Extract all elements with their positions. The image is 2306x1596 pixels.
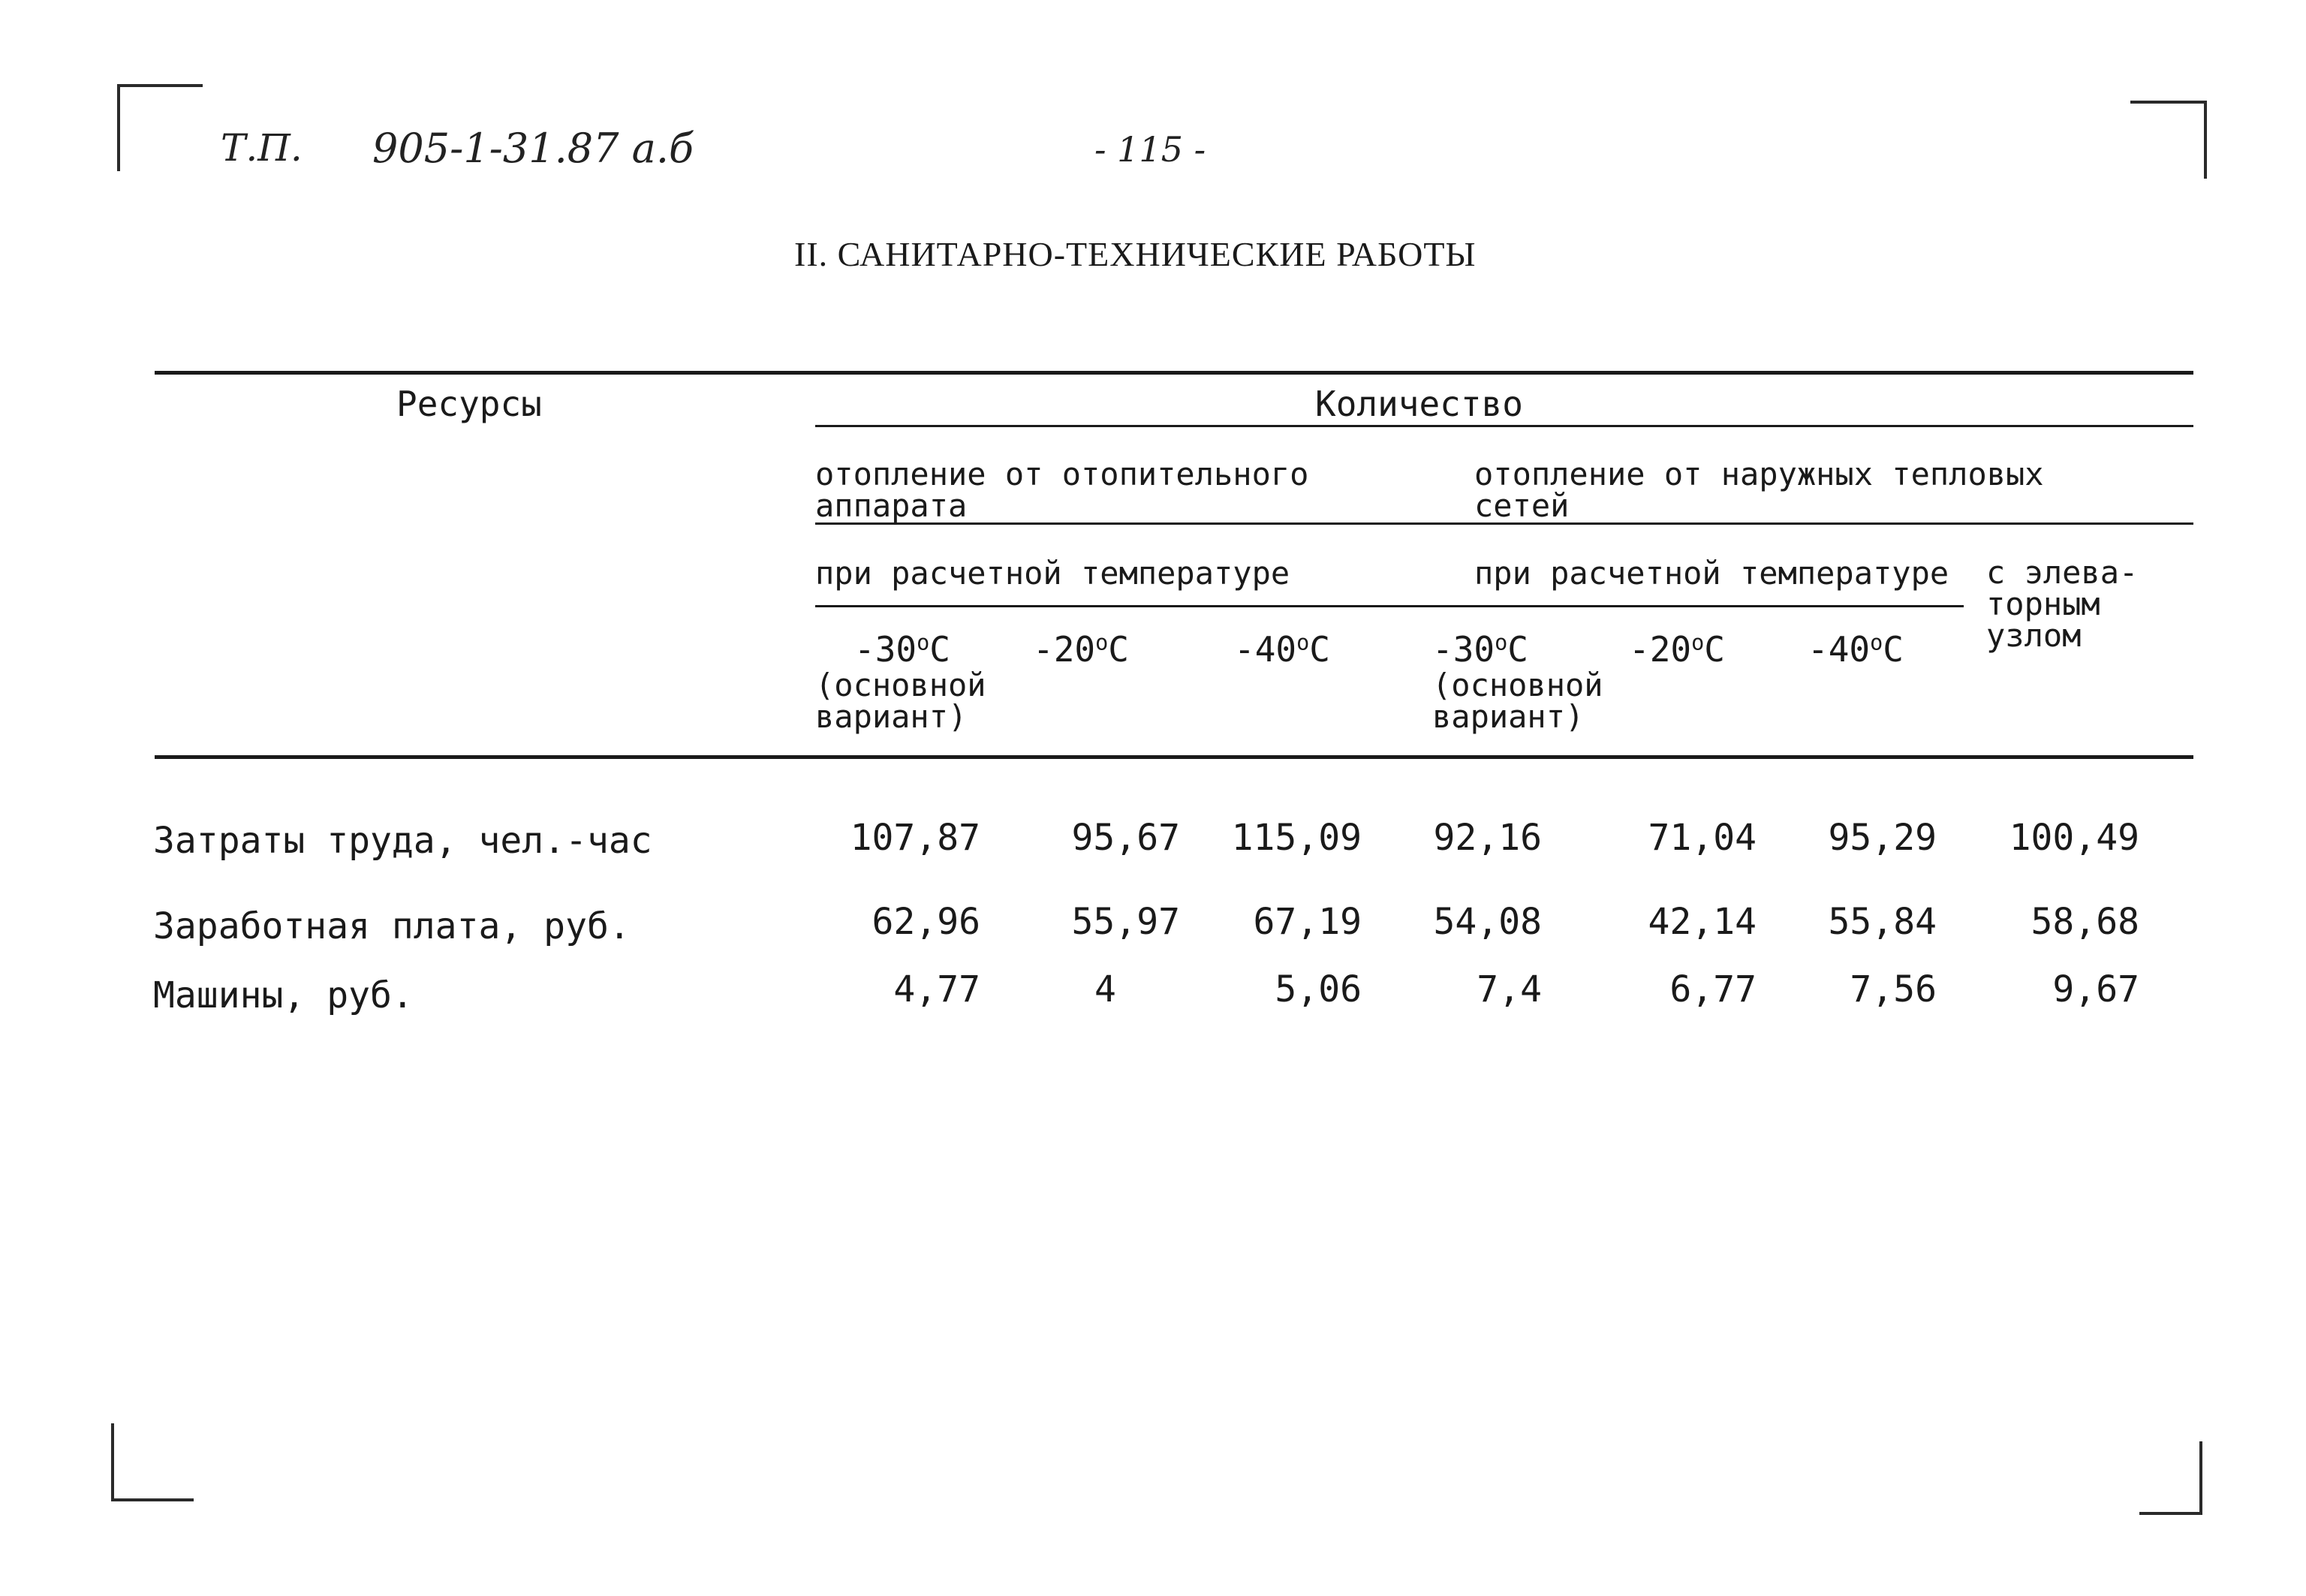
table-cell: 95,29	[1828, 817, 1937, 859]
row-label: Заработная плата, руб.	[153, 905, 631, 947]
temp-column-3	[1234, 629, 1330, 670]
degree-sign: о	[1495, 630, 1508, 655]
temp-value: -30	[1432, 629, 1495, 670]
table-cell: 92,16	[1433, 817, 1542, 859]
table-cell: 55,84	[1828, 901, 1937, 943]
table-cell: 7,56	[1850, 968, 1937, 1010]
temperature-rule	[815, 605, 1964, 607]
group1-label-line2: аппарата	[815, 487, 968, 524]
table-cell: 5,06	[1275, 968, 1362, 1010]
table-cell: 54,08	[1433, 901, 1542, 943]
temp-column-1	[815, 629, 1003, 733]
corner-mark-bottom-left	[111, 1423, 194, 1501]
temp-column-4	[1432, 629, 1603, 733]
table-cell: 58,68	[2031, 901, 2139, 943]
temp-unit: С	[1704, 629, 1725, 670]
temp-column-6	[1808, 629, 1904, 670]
group2-label-line1: отопление от наружных тепловых	[1474, 456, 2044, 492]
table-cell: 100,49	[2009, 817, 2139, 859]
table-top-rule	[155, 371, 2193, 375]
table-cell: 115,09	[1231, 817, 1362, 859]
row-label: Машины, руб.	[153, 974, 414, 1016]
temp-value: -30	[854, 629, 917, 670]
elevator-node-header: с элева- торным узлом	[1986, 554, 2139, 654]
temp-note: (основной вариант)	[1432, 667, 1603, 735]
temp-unit: С	[1309, 629, 1330, 670]
temp-value: -40	[1808, 629, 1871, 670]
temp-unit: С	[929, 629, 950, 670]
degree-sign: о	[1870, 630, 1883, 655]
temp-value: -20	[1629, 629, 1692, 670]
group2-temperature-subheader: при расчетной температуре	[1474, 555, 1949, 592]
group1-temperature-subheader: при расчетной температуре	[815, 555, 1290, 592]
group2-label-line2: сетей	[1474, 487, 1570, 524]
temp-note: (основной вариант)	[815, 667, 986, 735]
degree-sign: о	[1691, 630, 1705, 655]
temp-value: -40	[1234, 629, 1297, 670]
table-cell: 42,14	[1648, 901, 1757, 943]
quantity-header: Количество	[1315, 384, 1523, 424]
document-number: 905-1-31.87 а.б	[372, 125, 694, 172]
temp-unit: С	[1108, 629, 1129, 670]
degree-sign: о	[917, 630, 930, 655]
table-cell: 9,67	[2052, 968, 2139, 1010]
corner-mark-top-left	[117, 84, 203, 171]
degree-sign: о	[1296, 630, 1310, 655]
table-cell: 55,97	[1071, 901, 1180, 943]
page-title: II. САНИТАРНО-ТЕХНИЧЕСКИЕ РАБОТЫ	[794, 235, 1477, 273]
temp-value: -20	[1033, 629, 1096, 670]
corner-mark-top-right	[2130, 101, 2207, 179]
table-cell: 95,67	[1071, 817, 1180, 859]
table-cell: 62,96	[872, 901, 980, 943]
temp-unit: С	[1883, 629, 1904, 670]
temp-column-5	[1629, 629, 1725, 670]
page-number: - 115 -	[1094, 129, 1206, 170]
resources-header: Ресурсы	[396, 384, 542, 424]
temp-unit: С	[1507, 629, 1528, 670]
quantity-rule	[815, 425, 2193, 427]
corner-mark-bottom-right	[2139, 1441, 2202, 1515]
table-cell: 4,77	[893, 968, 980, 1010]
tp-label: Т.П.	[221, 126, 303, 170]
table-cell: 6,77	[1669, 968, 1757, 1010]
header-bottom-rule	[155, 755, 2193, 759]
group1-label-line1: отопление от отопительного	[815, 456, 1309, 492]
table-cell: 4	[1094, 968, 1116, 1010]
table-cell: 7,4	[1477, 968, 1542, 1010]
degree-sign: о	[1095, 630, 1109, 655]
temp-column-2	[1033, 629, 1129, 670]
row-label: Затраты труда, чел.-час	[153, 820, 652, 862]
table-cell: 67,19	[1253, 901, 1362, 943]
table-cell: 71,04	[1648, 817, 1757, 859]
table-cell: 107,87	[850, 817, 980, 859]
